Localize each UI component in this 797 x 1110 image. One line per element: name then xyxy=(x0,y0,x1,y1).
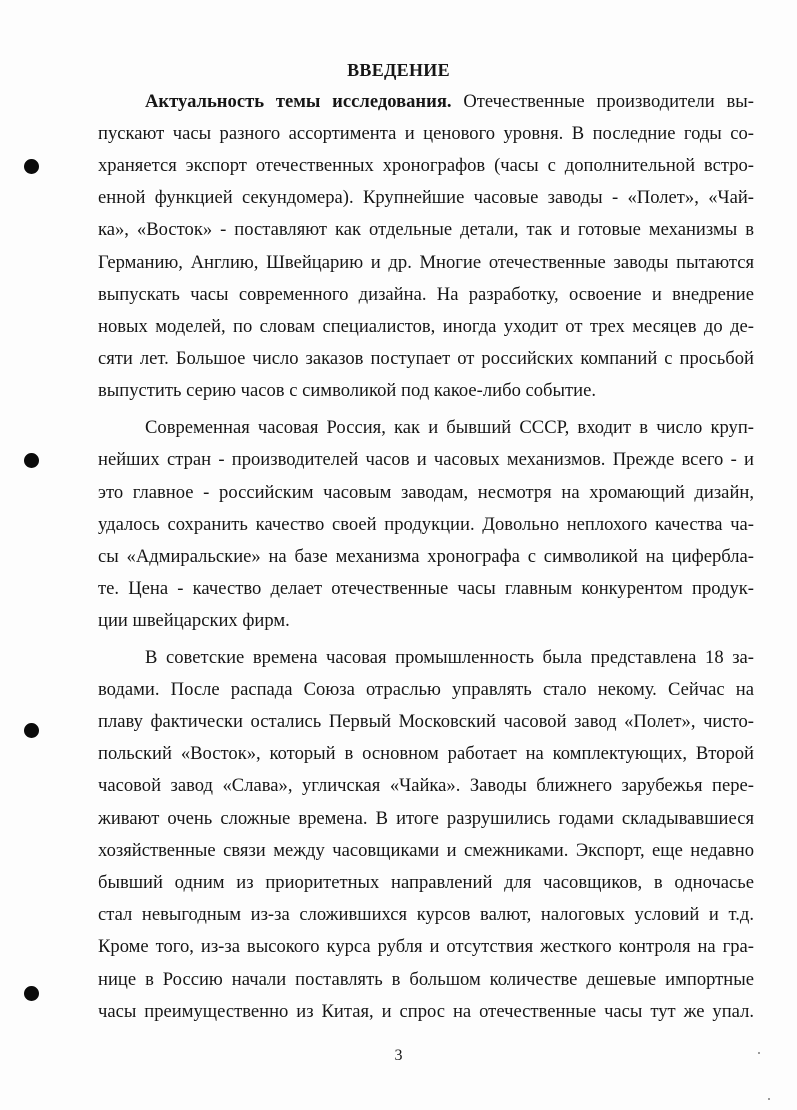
paragraph-3-line-1: В советские времена часовая промышленность была представлена 18 за- xyxy=(145,647,754,668)
binder-hole-1 xyxy=(24,159,39,174)
paragraph-3-line-12: часы преимущественно из Китая, и спрос на отечественные часы тут же упал. xyxy=(98,1001,754,1022)
binder-hole-2 xyxy=(24,453,39,468)
paragraph-1-line-2: пускают часы разного ассортимента и ценового уровня. В последние годы со- xyxy=(98,123,754,144)
paragraph-1-line-7: выпускать часы современного дизайна. На разработку, освоение и внедрение xyxy=(98,284,754,305)
paragraph-2-line-3: это главное - российским часовым заводам, несмотря на хромающий дизайн, xyxy=(98,482,754,503)
paragraph-3-line-11: нице в Россию начали поставлять в большом количестве дешевые импортные xyxy=(98,969,754,990)
paragraph-3-line-5: часовой завод «Слава», угличская «Чайка». Заводы ближнего зарубежья пере- xyxy=(98,775,754,796)
paragraph-1-line-1 xyxy=(145,86,754,118)
paragraph-2-line-4: удалось сохранить качество своей продукции. Довольно неплохого качества ча- xyxy=(98,514,754,535)
paragraph-2-line-5: сы «Адмиральские» на базе механизма хронографа с символикой на цифербла- xyxy=(98,546,754,567)
paragraph-3-line-8: бывший одним из приоритетных направлений для часовщиков, в одночасье xyxy=(98,872,754,893)
line-text: Отечественные производители вы- xyxy=(451,91,754,112)
paragraph-1-line-6: Германию, Англию, Швейцарию и др. Многие отечественные заводы пытаются xyxy=(98,252,754,273)
paragraph-2-line-1: Современная часовая Россия, как и бывший СССР, входит в число круп- xyxy=(145,417,754,438)
paragraph-3-line-2: водами. После распада Союза отраслью управлять стало некому. Сейчас на xyxy=(98,679,754,700)
paragraph-1-line-10: выпустить серию часов с символикой под какое-либо событие. xyxy=(98,380,596,401)
binder-hole-4 xyxy=(24,986,39,1001)
paragraph-3-line-4: польский «Восток», который в основном работает на комплектующих, Второй xyxy=(98,743,754,764)
paragraph-2-line-6: те. Цена - качество делает отечественные часы главным конкурентом продук- xyxy=(98,578,754,599)
paragraph-3-line-6: живают очень сложные времена. В итоге разрушились годами складывавшиеся xyxy=(98,808,754,829)
paragraph-1-line-4: енной функцией секундомера). Крупнейшие часовые заводы - «Полет», «Чай- xyxy=(98,187,754,208)
paragraph-3-line-10: Кроме того, из-за высокого курса рубля и отсутствия жесткого контроля на гра- xyxy=(98,936,754,957)
paragraph-3-line-3: плаву фактически остались Первый Московский часовой завод «Полет», чисто- xyxy=(98,711,754,732)
paragraph-2-line-2: нейших стран - производителей часов и часовых механизмов. Прежде всего - и xyxy=(98,449,754,470)
paragraph-1-line-5: ка», «Восток» - поставляют как отдельные детали, так и готовые механизмы в xyxy=(98,219,754,240)
paragraph-3-line-9: стал невыгодным из-за сложившихся курсов валют, налоговых условий и т.д. xyxy=(98,904,754,925)
paragraph-1-line-9: сяти лет. Большое число заказов поступает от российских компаний с просьбой xyxy=(98,348,754,369)
paragraph-lead: Актуальность темы исследования. xyxy=(145,91,452,112)
paragraph-2-line-7: ции швейцарских фирм. xyxy=(98,610,290,631)
scan-speck xyxy=(768,1098,770,1100)
paragraph-1-line-8: новых моделей, по словам специалистов, иногда уходит от трех месяцев до де- xyxy=(98,316,754,337)
binder-hole-3 xyxy=(24,723,39,738)
page-title: ВВЕДЕНИЕ xyxy=(347,60,450,80)
page-number: 3 xyxy=(394,1047,403,1064)
paragraph-1-line-3: храняется экспорт отечественных хронографов (часы с дополнительной встро- xyxy=(98,155,754,176)
paragraph-3-line-7: хозяйственные связи между часовщиками и смежниками. Экспорт, еще недавно xyxy=(98,840,754,861)
